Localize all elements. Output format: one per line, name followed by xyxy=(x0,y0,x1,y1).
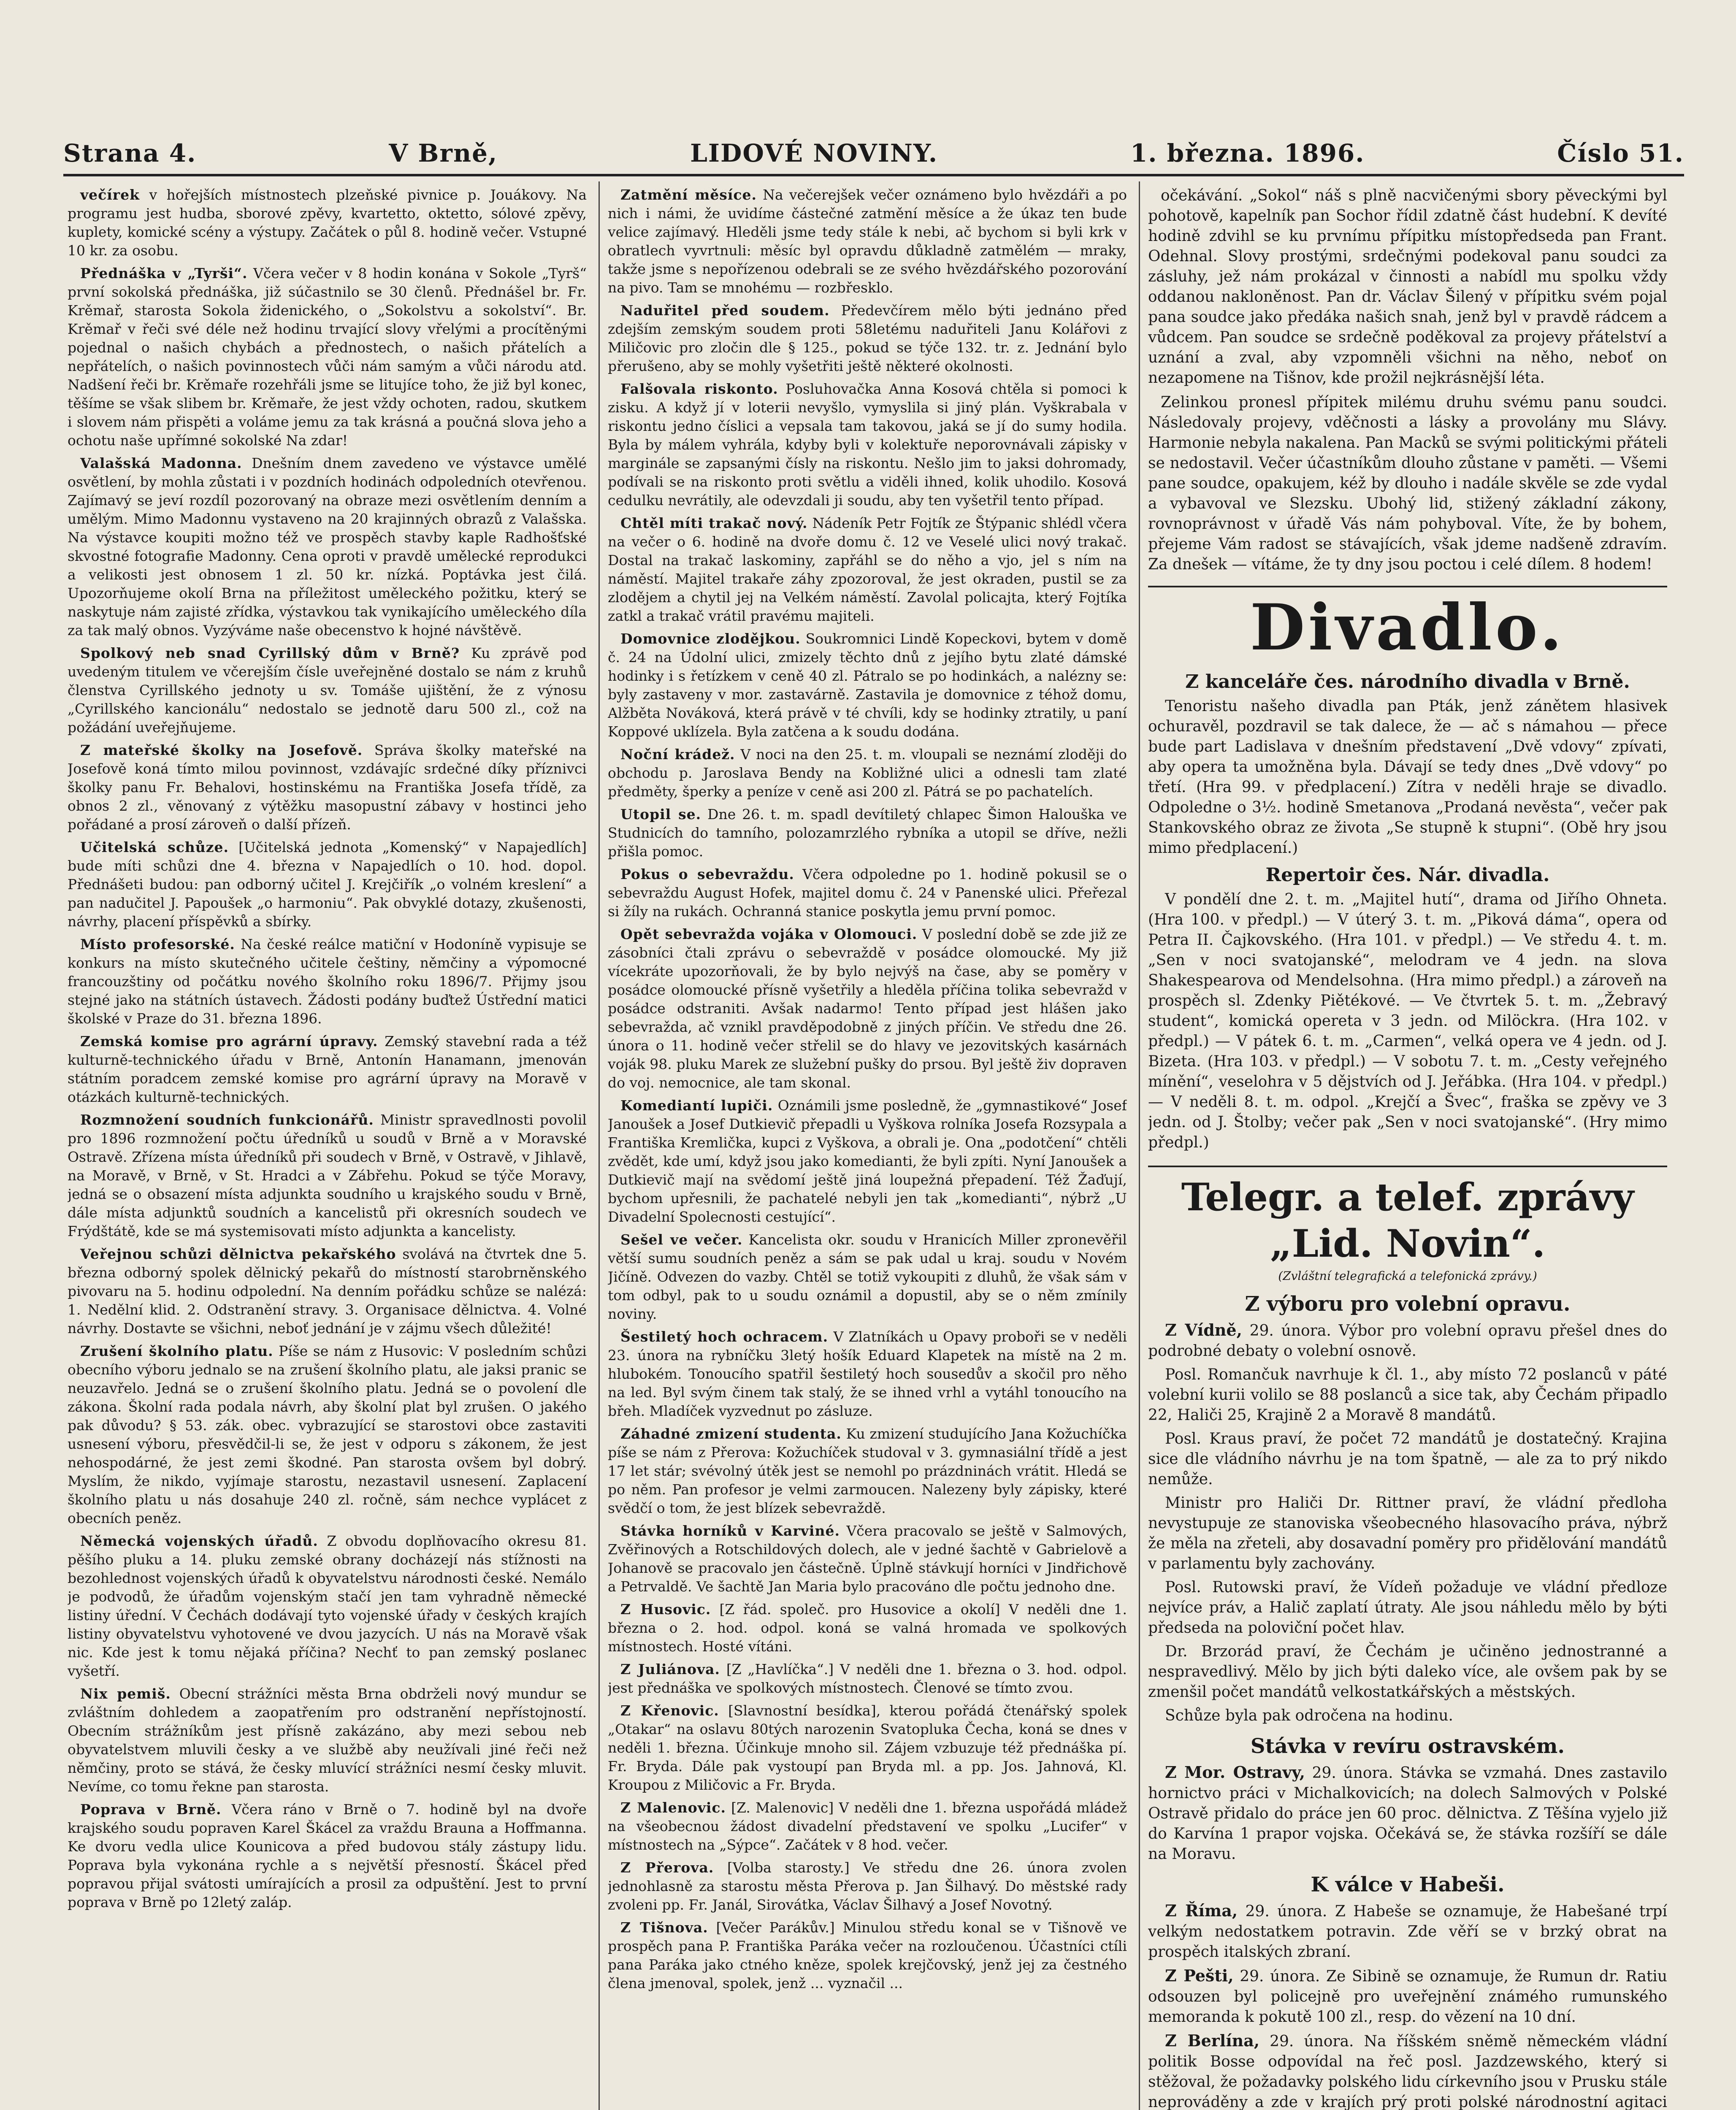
local-news-text: [Z. Malenovic] V neděli dne 1. března uspořádá mládež na všeobecnou žádost divadelní představení ve spolku „Lucifer“ v místnostech na „Sýpce“. Začátek v 8 hod. večer. xyxy=(608,1799,1127,1853)
telegraph-section-title: K válce v Habeši. xyxy=(1311,1873,1505,1896)
news-item xyxy=(68,186,587,260)
telegraph-text: Posl. Rutowski praví, že Vídeň požaduje ve vládní předloze nejvíce práv, a Halič zaplatí útraty. Ale jsou náhledu mělo by býti předseda na poloviční počet hlav. xyxy=(1148,1579,1667,1637)
telegraph-paragraph xyxy=(1148,1365,1667,1426)
telegraph-paragraph xyxy=(1148,1966,1667,2027)
telegraph-text: Ministr pro Haliči Dr. Rittner praví, že vládní předloha nevystupuje ze stanoviska všeobecného hlasovacího práva, nýbrž že měla na zřeteli, aby dosavadní poměry pro přidělování mandátů v parlamentu byly zachovány. xyxy=(1148,1494,1667,1572)
column-1 xyxy=(68,186,587,2110)
news-item-text: Z obvodu doplňovacího okresu 81. pěšího pluku a 14. pluku zemské obrany docházejí nás stížnosti na bezohlednost vojenských úřadů k obyvatelstvu národnosti české. Nemálo je podvodů, že úřadům vojenským stačí jen tam vyhradně německé listiny úřední. V Čechách dodávají tyto vojenské úřady v českých krajích listiny obyvatelstvu vyhotovené ve dvou jazycích. U nás na Moravě však nic. Kde jest k tomu nějaká příčina? Nechť to pan zemský poslanec vyšetří. xyxy=(68,1533,587,1679)
news-item-text: v hořejších místnostech plzeňské pivnice p. Jouákovy. Na programu jest hudba, sborové zpěvy, kvartetto, oktetto, sólové zpěvy, kuplety, komické scény a výstupy. Začátek o půl 8. hodině večer. Vstupné 10 kr. za osobu. xyxy=(68,187,587,259)
news-item-headline: Opět sebevražda vojáka v Olomouci. xyxy=(620,926,918,942)
telegraph-sections xyxy=(1148,1291,1667,2110)
news-item-text: Včera ráno v Brně o 7. hodině byl na dvoře krajského soudu popraven Karel Škácel za vraždu Brauna a Hoffmanna. Ke dvoru vedla ulice Kounicova a před budovou stály zástupy lidu. Poprava byla vykonána rychle a s největší přesností. Škácel před popravou přijal svátosti umírajících a prosil za odpuštění. Jest to první poprava v Brně po 12letý zaláp. xyxy=(68,1801,587,1910)
local-news-text: [Večer Parákův.] Minulou středu konal se v Tišnově ve prospěch pana P. Františka Paráka večer na rozloučenou. Účastníci ctíli pana Paráka jako ctného kněze, spolek krejčovský, jenž jej za čestného člena jmenoval, spolek, jenž ... vyznačil ... xyxy=(608,1919,1127,1991)
news-item-text: Ku zmizení studujícího Jana Kožuchíčka píše se nám z Přerova: Kožuchíček studoval v 3. gymnasiální třídě a jest 17 let stár; svévolný útěk jest se nemohl po prázdninách vrátit. Hledá se po něm. Pan profesor je velmi zarmoucen. Nalezeny byly zápisky, které svědčí o tom, že jest blízek sebevraždě. xyxy=(608,1426,1127,1516)
city: V Brně, xyxy=(389,139,498,168)
news-item-text: V noci na den 25. t. m. vloupali se neznámí zloději do obchodu p. Jaroslava Bendy na Kobližné ulici a odnesli tam zlaté předměty, šperky a peníze v ceně asi 200 zl. Pátrá se po pachatelích. xyxy=(608,746,1127,800)
dateline-place: Z Berlína, xyxy=(1165,2031,1260,2050)
news-item-headline: Chtěl míti trakač nový. xyxy=(620,515,808,531)
news-item xyxy=(608,1425,1127,1518)
news-item-headline: Nix pemiš. xyxy=(80,1685,171,1702)
news-item-headline: Sešel ve večer. xyxy=(620,1231,743,1248)
telegraph-paragraph xyxy=(1148,1577,1667,1638)
telegraph-text: 29. února. Z Habeše se oznamuje, že Habešané trpí velkým nedostatkem potravin. Zde věří se v brzký obrat na prospěch italských zbraní. xyxy=(1148,1903,1667,1961)
theatre-office-title: Z kanceláře čes. národního divadla v Brně. xyxy=(1185,671,1630,693)
news-item-text: Píše se nám z Husovic: V posledním schůzi obecního výboru jednalo se na zrušení školního platu, ale jaksi pranic se neuzavřelo. Jedná se o zrušení školního platu. Jedná se o povolení dle zákona. Školní rada podala návrh, aby školní plat byl zrušen. O jakého pak důvodu? § 53. zák. obec. vybrazující se starostovi obce zastaviti usnesení výboru, přesvědčil-li se, že jest v odporu s zákonem, že jest nehospodárné, že jest zemi škodné. Pan starosta ovšem byl dobrý. Myslím, že nikdo, vyjímaje starostu, nezastavil usnesení. Zaplacení školního platu u nás dosahuje 240 zl. ročně, sám nechce vyplácet z obecních peněz. xyxy=(68,1343,587,1526)
news-item-text: Správa školky mateřské na Josefově koná tímto milou povinnost, vzdávajíc srdečné díky příznivci školky panu Fr. Behalovi, hostinskému na Františka Josefa třídě, za obnos 2 zl., věnovaný z výtěžku masopustní zábavy v hostinci jeho pořádané a prosí zároveň o další přízeň. xyxy=(68,742,587,833)
telegraph-text: 29. února. Stávka se vzmahá. Dnes zastavilo hornictvo práci v Michalkovicích; na dolech Salmových v Polské Ostravě přidalo do práce jen 60 proc. dělnictva. Z Těšína vyjelo již do Karvína 1 prapor vojska. Očekává se, že stávka rozšíří se dále na Moravu. xyxy=(1148,1764,1667,1863)
telegraph-paragraph xyxy=(1148,1493,1667,1574)
news-item-headline: Noční krádež. xyxy=(620,746,735,763)
telegraph-text: 29. února. Výbor pro volební opravu přešel dnes do podrobné debaty o volební osnově. xyxy=(1148,1322,1667,1360)
local-news-text: [Volba starosty.] Ve středu dne 26. února zvolen jednohlasně za starostu města Přerova p. Jan Šilhavý. Do městské rady zvoleni pp. Fr. Janál, Sirovátka, Václav Šilhavý a Josef Novotný. xyxy=(608,1859,1127,1913)
news-item-headline: Přednáška v „Tyrši“. xyxy=(80,265,248,281)
news-item-text: Obecní strážníci města Brna obdrželi nový mundur se zvláštním dohledem a zaopatřením pro odstranění nepřístojností. Obecním strážníkům jest přísně zakázáno, aby mezi sebou neb obyvatelstvem mluvili česky a ve službě aby neužívali jiné řeči než němčiny, proto se stává, že česky mluvící strážníci nesmí česky mluvit. Nevíme, co tomu řekne pan starosta. xyxy=(68,1685,587,1795)
paper-title: LIDOVÉ NOVINY. xyxy=(690,139,938,168)
news-item-headline: Naduřitel před soudem. xyxy=(620,302,830,319)
news-item xyxy=(68,644,587,737)
news-item xyxy=(608,380,1127,510)
news-item xyxy=(68,935,587,1028)
news-item-text: svolává na čtvrtek dne 5. března odborný spolek dělnický pekařů do místností starobrněnského pivovaru na 5. hodinu odpolední. Na denním pořádku schůze se nalézá: 1. Nedělní klid. 2. Odstranění stravy. 3. Organisace dělnictva. 4. Volné návrhy. Dostavte se všichni, neboť jednání je v zájmu všech důležité! xyxy=(68,1246,587,1336)
news-item-headline: Učitelská schůze. xyxy=(80,839,229,855)
local-news-text: [Z řád. společ. pro Husovice a okolí] V neděli dne 1. března o 2. hod. odpol. koná se valná hromada ve spolkových místnostech. Hosté vítáni. xyxy=(608,1601,1127,1655)
news-item xyxy=(608,1231,1127,1323)
news-item xyxy=(608,630,1127,741)
news-item-headline: Zrušení školního platu. xyxy=(80,1343,274,1359)
article-continuation xyxy=(1148,186,1667,575)
telegraph-section-title: Z výboru pro volební opravu. xyxy=(1245,1292,1571,1316)
news-item xyxy=(68,1532,587,1680)
news-item xyxy=(68,1245,587,1338)
news-item-headline: Falšovala riskonto. xyxy=(620,381,778,397)
news-item-headline: Německá vojenských úřadů. xyxy=(80,1533,318,1549)
telegraph-paragraph xyxy=(1148,1642,1667,1702)
news-item-text: Dne 26. t. m. spadl devítiletý chlapec Šimon Halouška ve Studnicích do tamního, polozamrzlého rybníka a utopil se dříve, nežli přišla pomoc. xyxy=(608,806,1127,860)
issue-date: 1. března. 1896. xyxy=(1130,139,1365,168)
news-item-text: V poslední době se zde již ze zásobníci čtali zprávu o sebevraždě v posádce olomoucké. My již vícekráte upozorňovali, že by bylo nejvýš na čase, aby se poměry v posádce olomoucké přísně vyšetřily a hleděla příčina tolika sebevražd v posádce odstraniti. Avšak nadarmo! Tento případ jest hlášen jako sebevražda, ač vznikl pravděpodobně z jiných příčin. Ve středu dne 26. února o 11. hodině večer střelil se do hlavy ve jezovitských kasárnách voják 98. pluku Marek ze služební pušky do prsou. Byl ještě živ dopraven do voj. nemocnice, ale tam skonal. xyxy=(608,926,1127,1091)
news-item-text: Nádeník Petr Fojtík ze Štýpanic shlédl včera na večer o 6. hodině na dvoře domu č. 12 ve Veselé ulici nový trakač. Dostal na trakač laskominy, zapřáhl se do něho a vjo, jel s ním na náměstí. Majitel trakaře záhy zpozoroval, že jest okraden, pustil se za zlodějem a chytil jej na Velkém náměstí. Zavolal policajta, který Fojtíka zatkl a trakač vrátil pravému majiteli. xyxy=(608,515,1127,624)
news-item xyxy=(68,1800,587,1912)
news-item xyxy=(68,1685,587,1796)
local-news-place: Z Křenovic. xyxy=(620,1702,719,1719)
column-divider xyxy=(1139,181,1140,2110)
news-item-text: Kancelista okr. soudu v Hranicích Miller zpronevěřil větší sumu soudních peněz a sám se pak udal u kraj. soudu v Novém Jičíně. Odvezen do vazby. Chtěl se totiž vykoupiti z dluhů, že však sám v tom odbyl, pak to u soudu oznámil a dopustil, aby se o něm zmínily noviny. xyxy=(608,1231,1127,1322)
dateline-place: Z Mor. Ostravy, xyxy=(1165,1763,1305,1782)
telegraph-paragraph xyxy=(1148,1762,1667,1864)
telegraph-heading: Telegr. a telef. zprávy „Lid. Novin“. xyxy=(1148,1166,1667,1267)
news-item xyxy=(608,514,1127,625)
news-item xyxy=(68,1032,587,1106)
news-item-headline: Domovnice zlodějkou. xyxy=(620,630,801,647)
telegraph-paragraph xyxy=(1148,1320,1667,1361)
telegraph-text: Posl. Kraus praví, že počet 72 mandátů je dostatečný. Krajina sice dle vládního návrhu je na tom špatně, — ale za to prý nikdo nemůže. xyxy=(1148,1430,1667,1488)
news-item-text: Ministr spravedlnosti povolil pro 1896 rozmnožení počtu úředníků u soudů v Brně a v Moravské Ostravě. Zřízena místa úředníků při soudech v Brně, v Ostravě, v Jihlavě, na Moravě, v Brně, v St. Hradci a v Zábřehu. Pokud se týče Moravy, jedná se o obsazení místa adjunkta soudního u krajského soudu v Brně, dále místa adjunktů soudních a kancelistů při okresních soudech ve Frýdštátě, kde se má systemisovati místo adjunkta a kancelisty. xyxy=(68,1112,587,1239)
local-news-item xyxy=(608,1600,1127,1656)
news-item xyxy=(68,838,587,931)
news-item-headline: večírek xyxy=(80,187,140,203)
local-news-text: [Slavnostní besídka], kterou pořádá čtenářský spolek „Otakar“ na oslavu 80tých narozenin Svatopluka Čecha, koná se dnes v neděli 1. března. Účinkuje mnoho sil. Zájem vzbuzuje též přednáška pí. Fr. Bryda. Dále pak vystoupí pan Bryda ml. a pp. Jos. Jahnová, Kl. Kroupou z Miličovic a Fr. Bryda. xyxy=(608,1702,1127,1793)
news-item-headline: Poprava v Brně. xyxy=(80,1801,222,1818)
news-item-headline: Místo profesorské. xyxy=(80,936,235,952)
local-news-item xyxy=(608,1702,1127,1794)
dateline-place: Z Vídně, xyxy=(1165,1320,1242,1339)
news-item-text: Včera pracovalo se ještě v Salmových, Zvěřinových a Rotschildových dolech, ale v jedné šachtě v Gabrielově a Johanově se pracovalo jen částečně. Úplně stávkují horníci v Jindřichově a Petrvaldě. Ve šachtě Jan Maria bylo pracováno dle počtu jednoho dne. xyxy=(608,1523,1127,1595)
local-news-place: Z Juliánova. xyxy=(620,1661,720,1677)
header-rule xyxy=(63,174,1684,176)
news-item-headline: Záhadné zmizení studenta. xyxy=(620,1426,842,1442)
news-item xyxy=(608,186,1127,297)
news-item-headline: Veřejnou schůzi dělnictva pekařského xyxy=(80,1246,396,1262)
news-item-headline: Spolkový neb snad Cyrillský dům v Brně? xyxy=(80,645,460,661)
telegraph-text: 29. února. Ze Sibině se oznamuje, že Rumun dr. Ratiu odsouzen byl policejně pro uveřejnění známého rumunského memoranda k pokutě 100 zl., resp. do vězení na 10 dní. xyxy=(1148,1968,1667,2026)
news-item xyxy=(608,1522,1127,1596)
news-item-text: Soukromnici Lindě Kopeckovi, bytem v domě č. 24 na Údolní ulici, zmizely těchto dnů z jejího bytu zlaté dámské hodinky i s řetízkem v ceně 40 zl. Pátralo se po hodinkách, a nalézny se: byly zastaveny v mor. zastavárně. Zastavila je domovnice z téhož domu, Alžběta Nováková, která právě v té chvíli, kdy se hodinky ztratily, u paní Koppové uklízela. Byla zatčena a k soudu dodána. xyxy=(608,630,1127,740)
column-3 xyxy=(1148,186,1667,2110)
news-item-headline: Valašská Madonna. xyxy=(80,455,242,471)
theatre-heading: Divadlo. xyxy=(1148,586,1667,663)
page-header xyxy=(63,134,1684,172)
telegraph-paragraph xyxy=(1148,1429,1667,1490)
local-news-item xyxy=(608,1858,1127,1914)
news-item-text: Posluhovačka Anna Kosová chtěla si pomoci k zisku. A když jí v loterii nevyšlo, vymyslila si jiný plán. Vyškrabala v riskontu jedno číslici a vepsala tam takovou, jaká se jí do sumy hodila. Byla by málem vyhrála, kdyby byli v kolektuře neporovnávali zápisky v marginále se zapsanými čísly na riskontu. Nešlo jim to jaksi dohromady, podívali se na riskonto proti světlu a viděli ihned, kolik uhodilo. Kosová cedulku nevrátily, ale odevzdali ji soudu, aby ten vyšetřil tento případ. xyxy=(608,381,1127,509)
repertoire-title: Repertoir čes. Nár. divadla. xyxy=(1265,864,1550,886)
news-item-text: Na české reálce matiční v Hodoníně vypisuje se konkurs na místo skutečného učitele češtiny, němčiny a výpomocné francouzštiny od počátku nového školního roku 1896/7. Přijmy jsou stejné jako na státních ústavech. Žádosti podány buďtež Ústřední matici školské v Praze do 31. března 1896. xyxy=(68,936,587,1027)
news-item xyxy=(608,925,1127,1092)
news-item-text: [Učitelská jednota „Komenský“ v Napajedlích] bude míti schůzi dne 4. března v Napajedlích o 10. hod. dopol. Přednášeti budou: pan odborný učitel J. Krejčiřík „o volném kreslení“ a pan nadučitel J. Papoušek „o harmoniu“. Pak obvyklé dotazy, zkušenosti, návrhy, placení příspěvků a sbírky. xyxy=(68,839,587,930)
telegraph-paragraph xyxy=(1148,1901,1667,1962)
telegraph-paragraph xyxy=(1148,1706,1667,1726)
news-item-headline: Stávka horníků v Karviné. xyxy=(620,1523,840,1539)
news-item-headline: Pokus o sebevraždu. xyxy=(620,866,794,882)
news-item-text: Zemský stavební rada a též kulturně-technického úřadu v Brně, Antonín Hanamann, jmenován státním poradcem zemské komise pro agrární úpravy na Moravě v otázkách kulturně-technických. xyxy=(68,1033,587,1105)
news-item xyxy=(68,454,587,640)
telegraph-section-title: Stávka v revíru ostravském. xyxy=(1250,1734,1565,1758)
local-news-text: [Z „Havlíčka“.] V neděli dne 1. března o 3. hod. odpol. jest přednáška ve spolkových místnostech. Členové se tímto zvou. xyxy=(608,1661,1127,1696)
local-news-place: Z Tišnova. xyxy=(620,1919,708,1936)
news-item-text: Oznámili jsme posledně, že „gymnastikové“ Josef Janoušek a Josef Dutkievič přepadli u Vyškova rolníka Josefa Rozsypala a Františka Kremlička, kupci z Vyškova, a obrali je. Ona „podotčení“ chtěli zvědět, kde umí, když jsou jako komedianti, že byli zpíti. Nyní Janoušek a Dutkievič mají na svědomí ještě jiná loupežná přepadení. Též Žaďují, bychom upřesnili, že pachatelé nebyli jen tak „komedianti“, nýbrž „U Divadelní Spolecnosti cestující“. xyxy=(608,1097,1127,1225)
telegraph-text: Posl. Romančuk navrhuje k čl. 1., aby místo 72 poslanců v páté volební kurii volilo se 88 poslanců a sice tak, aby Čechám připadlo 22, Haliči 25, Krajině 2 a Moravě 8 mandátů. xyxy=(1148,1366,1667,1424)
news-item-text: V Zlatníkách u Opavy proboři se v neděli 23. února na rybníčku 3letý hošík Eduard Klapetek na místě na 2 m. hlubokém. Tonoucího spatřil šestiletý hoch sousedův a skočil pro něho na led. Byl svým činem tak stalý, že se ihned vrhl a vytáhl tonoucího na břeh. Mladíček vyzvednut po zásluze. xyxy=(608,1328,1127,1419)
news-item-text: Dnešním dnem zavedeno ve výstavce umělé osvětlení, by mohla zůstati i v pozdních hodinách odpoledních otevřenou. Zajímavý se jeví rozdíl pozorovaný na obraze mezi osvětlením denním a umělým. Mimo Madonnu vystaveno na 20 krajinných obrazů z Valašska. Na výstavce koupiti možno též ve prospěch stavby kaple Radhošťské skvostné fotografie Madonny. Cena oproti v pravdě umělecké reprodukci a velikosti jest obnosem 1 zl. 50 kr. nízká. Poptávka jest čilá. Upozorňujeme okolí Brna na příležitost uměleckého požitku, který se naskytuje nám zajisté zřídka, výstavkou tak vynikajícího uměleckého díla za tak malý obnos. Vyzýváme naše obecenstvo k hojné návštěvě. xyxy=(68,455,587,638)
news-item xyxy=(68,264,587,450)
news-item-headline: Zatmění měsíce. xyxy=(620,187,757,203)
news-item xyxy=(608,1328,1127,1420)
news-item-headline: Šestiletý hoch ochracem. xyxy=(620,1328,829,1345)
local-news-item xyxy=(608,1799,1127,1854)
theatre-office-text: Tenoristu našeho divadla pan Pták, jenž zánětem hlasivek ochuravěl, pozdravil se tak dalece, že — ač s námahou — přece bude part Ladislava v dnešním představení „Dvě vdovy“ zpívati, aby opera ta umožněna byla. Dávají se tedy dnes „Dvě vdovy“ po třetí. (Hra 99. v předplacení.) Zítra v neděli hraje se divadlo. Odpoledne o 3½. hodině Smetanova „Prodaná nevěsta“, večer pak Stankovského obraz ze života „Se stupně k stupni“. (Obě hry jsou mimo předplacení.) xyxy=(1148,698,1667,857)
telegraph-text: Schůze byla pak odročena na hodinu. xyxy=(1165,1707,1453,1724)
column-divider xyxy=(599,181,600,2110)
news-item xyxy=(68,1111,587,1241)
telegraph-paragraph xyxy=(1148,2031,1667,2110)
news-item-headline: Z mateřské školky na Josefově. xyxy=(80,742,363,758)
news-item xyxy=(68,1342,587,1528)
telegraph-text: 29. února. Na říšském sněmě německém vládní politik Bosse odpovídal na řeč posl. Jazdzewského, který si stěžoval, že požadavky polského lidu církevního jsou v Prusku stále neprováděny a zde v krajích prý proti polské národnostní agitaci xyxy=(1148,2033,1667,2110)
news-item-headline: Utopil se. xyxy=(620,806,701,822)
news-item-headline: Zemská komise pro agrární úpravy. xyxy=(80,1033,378,1050)
continuation-paragraph: Zelinkou pronesl přípitek milému druhu svému panu soudci. Následovaly projevy, vděčnosti a lásky a provolány mu Slávy. Harmonie nebyla nakalena. Pan Macků se svými politickými přáteli se nedostavil. Večer účastníkům dlouho zůstane v paměti. — Všemi pane soudce, opakujem, kéž by dlouho i nadále skvěle se zde vydal a vybavoval ve Slezsku. Ubohý lid, stižený základní zákony, rovnoprávnost v úřadě Vás nám pohyboval. Víte, že by bohem, přejeme Vám radost se stávajících, však jdeme nadšeně zdravím. Za dnešek — vítáme, že ty dny jsou poctou i celé dílem. 8 hodem! xyxy=(1148,394,1667,573)
news-item xyxy=(608,805,1127,861)
local-news-item xyxy=(608,1918,1127,1993)
local-news-place: Z Husovic. xyxy=(620,1601,711,1618)
dateline-place: Z Pešti, xyxy=(1165,1966,1234,1985)
news-item xyxy=(608,1096,1127,1226)
issue-number: Číslo 51. xyxy=(1557,139,1684,168)
dateline-place: Z Říma, xyxy=(1165,1901,1238,1920)
news-item xyxy=(68,741,587,834)
telegraph-text: Dr. Brzorád praví, že Čechám je učiněno jednostranné a nespravedlivý. Mělo by jich býti daleko více, ale ovšem pak by se zmenšil počet mandátů velkostatkářských a městských. xyxy=(1148,1643,1667,1701)
news-item xyxy=(608,301,1127,376)
news-item xyxy=(608,865,1127,921)
local-news-place: Z Přerova. xyxy=(620,1859,714,1876)
news-item xyxy=(608,745,1127,801)
continuation-paragraph: očekávání. „Sokol“ náš s plně nacvičenými sbory pěveckými byl pohotově, kapelník pan Sochor řídil zdatně část hudební. K devíté hodině zdvihl se ku prvnímu přípitku místopředseda pan Frant. Odehnal. Slovy prostými, srdečnými podekoval panu soudci za zásluhy, jež nám prokázal v činnosti a nabídl mu spolku vždy oddanou nakloněnost. Pan dr. Václav Šilený v přípitku svém pojal pana soudce jako předáka našich snah, jenž byl v pravdě rádcem a vůdcem. Pan soudce se srdečně poděkoval za projevy přátelství a uznání a zval, aby vzpomněli všichni na něho, neboť on nezapomene na Tišnov, kde prožil nejkrásnější léta. xyxy=(1148,187,1667,387)
news-item-text: Včera večer v 8 hodin konána v Sokole „Tyrš“ první sokolská přednáška, již súčastnilo se 30 členů. Přednášel br. Fr. Krěmař, starosta Sokola židenického, o „Sokolstvu a sokolství“. Br. Krěmař v řeči své déle než hodinu trvající slovy vřelými a procítěnými pojednal o našich chybách a přednostech, o našich přátelích a nepřátelích, o našich povinnostech vůči nám samým a vůči národu atd. Nadšení řeči br. Krěmaře rozehřáli jsme se litujíce toho, že již byl konec, těšíme se však slibem br. Krěmaře, že jest vždy ochoten, radou, skutkem i slovem nám přispěti a voláme jemu za tak krásná a poučná slova jeho a ochotu naše upřímné sokolské Na zdar! xyxy=(68,265,587,449)
page-number: Strana 4. xyxy=(63,139,197,168)
news-item-text: Včera odpoledne po 1. hodině pokusil se o sebevraždu August Hofek, majitel domu č. 24 v Panenské ulici. Přeřezal si žíly na rukách. Ochranná stanice poskytla jemu první pomoc. xyxy=(608,866,1127,920)
column-2 xyxy=(608,186,1127,2110)
news-item-text: Na večerejšek večer oznámeno bylo hvězdáři a po nich i námi, že uvidíme částečné zatmění měsíce a že úkaz ten bude velice zajímavý. Hleděli jsme tedy stále k nebi, ač bychom si byli krk v obratlech vyvrtnuli: měsíc byl opravdu důkladně zatmělém — mraky, takže jsme s nepořízenou odebrali se ze svého hvězdářského pozorování na pivo. Tam se mnohému — rozbřesklo. xyxy=(608,187,1127,296)
news-item-text: Předevčírem mělo býti jednáno před zdejším zemským soudem proti 58letému naduřiteli Janu Kolářovi z Miličovic pro zločin dle § 125., pokud se týče 132. tr. z. Jednání bylo přerušeno, aby se mohly vyšetřiti ještě některé okolnosti. xyxy=(608,302,1127,374)
news-item-text: Ku zprávě pod uvedeným titulem ve včerejším čísle uveřejněné dostalo se nám z kruhů členstva Cyrillského jednoty u sv. Tomáše ujištění, že z výnosu „Cyrillského kancionálu“ nedostalo se jednotě daru 500 zl., což na požádání uveřejňujeme. xyxy=(68,645,587,736)
local-news-place: Z Malenovic. xyxy=(620,1799,726,1816)
news-item-headline: Komediantí lupiči. xyxy=(620,1097,773,1114)
local-news-item xyxy=(608,1660,1127,1697)
news-item-headline: Rozmnožení soudních funkcionářů. xyxy=(80,1112,374,1128)
telegraph-subheading: (Zvláštní telegrafická a telefonická zprávy.) xyxy=(1278,1269,1537,1283)
repertoire-text: V pondělí dne 2. t. m. „Majitel hutí“, drama od Jiřího Ohneta. (Hra 100. v předpl.) — V úterý 3. t. m. „Piková dáma“, opera od Petra II. Čajkovského. (Hra 101. v předpl.) — Ve středu 4. t. m. „Sen v noci svatojanské“, melodram ve 4 jedn. na slova Shakespearova od Mendelsohna. (Hra mimo předpl.) a zároveň na prospěch sl. Zdenky Piětékové. — Ve čtvrtek 5. t. m. „Žebravý student“, komická opereta v 3 jedn. od Milöckra. (Hra 102. v předpl.) — V pátek 6. t. m. „Carmen“, velká opera ve 4 jedn. od J. Bizeta. (Hra 103. v předpl.) — V sobotu 7. t. m. „Cesty veřejného mínění“, veselohra v 5 dějstvích od J. Jeřábka. (Hra 104. v předpl.) — V neděli 8. t. m. odpol. „Krejčí a Švec“, fraška se zpěvy ve 3 jedn. od J. Štolby; večer pak „Sen v noci svatojanské“. (Hry mimo předpl.) xyxy=(1148,891,1667,1151)
